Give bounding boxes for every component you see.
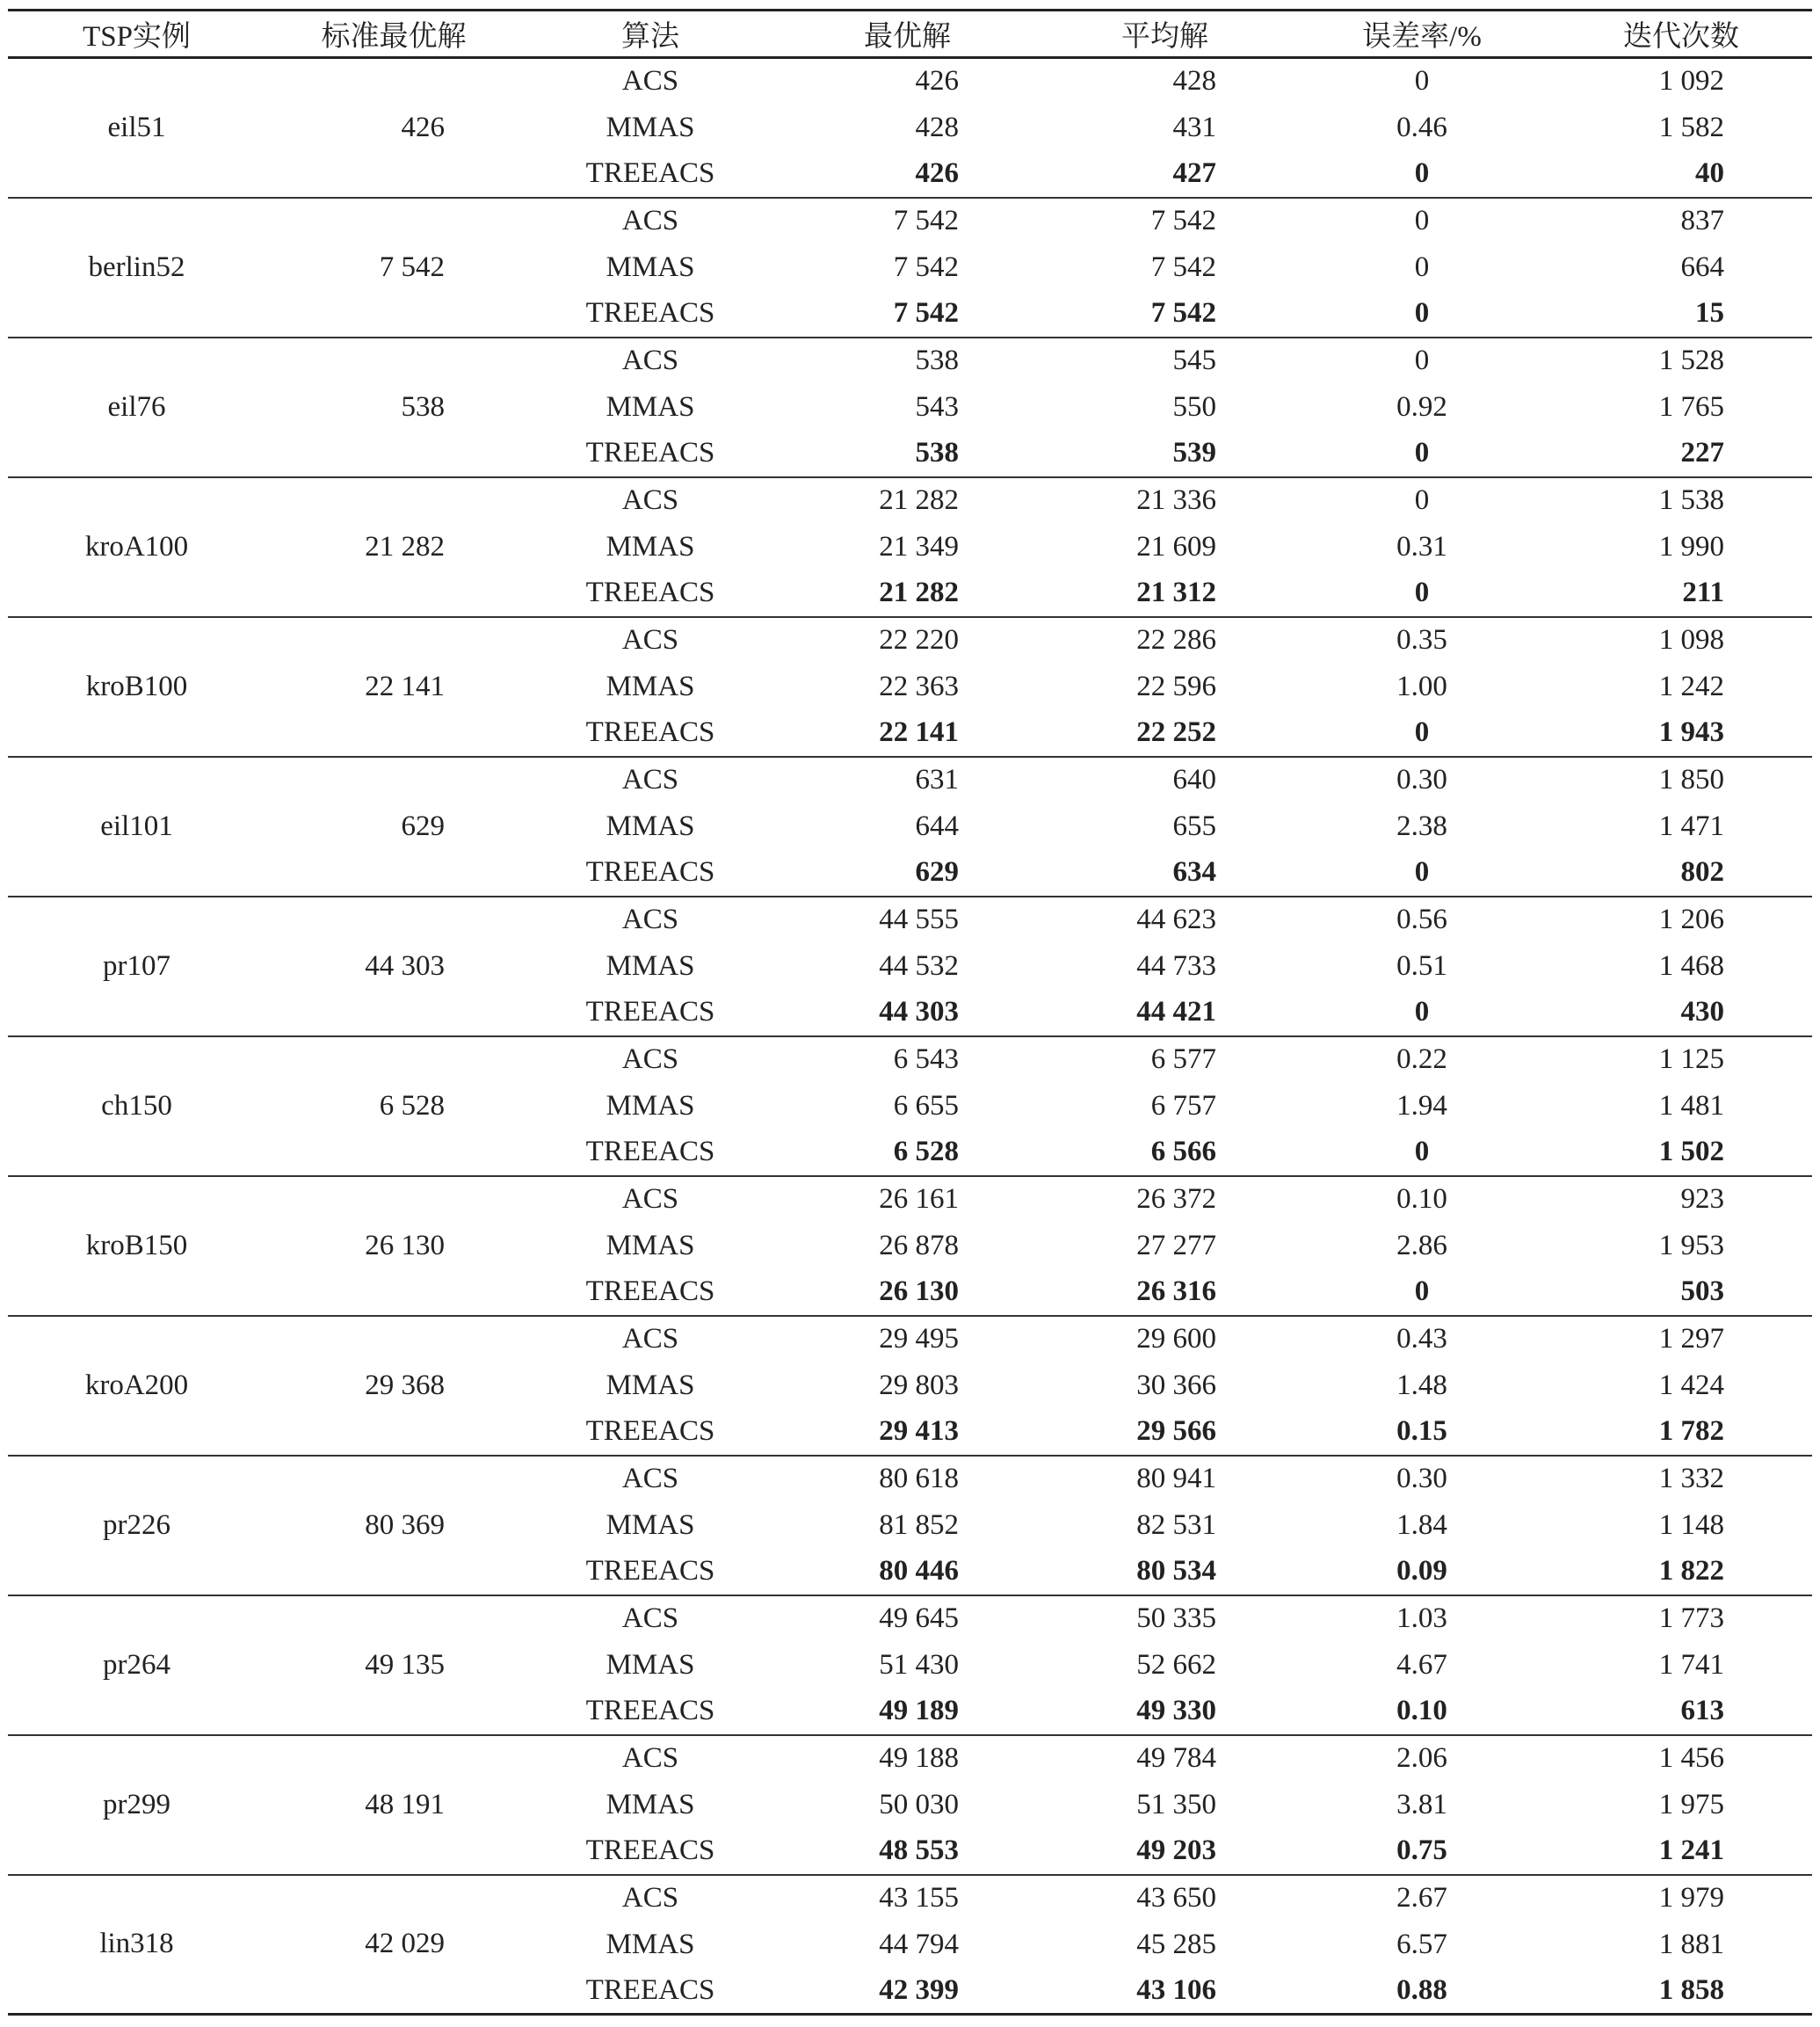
algorithm-name: ACS (621, 764, 679, 796)
iteration-count: 1 332 (1658, 1463, 1724, 1494)
average-solution: 6 757 (1150, 1089, 1216, 1122)
error-rate: 0.56 (1396, 904, 1447, 935)
average-solution: 44 421 (1036, 990, 1294, 1036)
header-standard-optimum: 标准最优解 (265, 11, 522, 58)
standard-optimum: 48 191 (265, 1735, 522, 1875)
algorithm-name: MMAS (605, 390, 695, 423)
table-row (8, 617, 1812, 664)
iteration-count: 1 953 (1658, 1229, 1724, 1261)
average-solution: 80 941 (1136, 1463, 1216, 1494)
iteration-count: 837 (1680, 205, 1724, 236)
algorithm-name: TREEACS (522, 291, 779, 338)
algorithm-name: ACS (621, 904, 679, 935)
error-rate: 4.67 (1396, 1648, 1447, 1681)
iteration-count: 802 (1550, 850, 1812, 897)
table-row (8, 58, 1812, 105)
instance-name: lin318 (8, 1875, 265, 2015)
iteration-count: 1 943 (1550, 710, 1812, 757)
algorithm-name: TREEACS (522, 431, 779, 477)
algorithm-name: MMAS (605, 251, 695, 283)
iteration-count: 1 538 (1658, 484, 1724, 516)
table-row (8, 1875, 1812, 1922)
header-error-rate: 误差率/% (1294, 11, 1550, 58)
algorithm-name: TREEACS (522, 990, 779, 1036)
algorithm-name: ACS (621, 484, 679, 516)
instance-name: kroA200 (8, 1316, 265, 1456)
average-solution: 655 (1172, 810, 1216, 842)
algorithm-name: MMAS (605, 670, 695, 702)
best-solution: 6 655 (893, 1089, 959, 1122)
error-rate: 1.48 (1396, 1369, 1447, 1401)
iteration-count: 1 125 (1658, 1043, 1724, 1075)
best-solution: 426 (915, 65, 959, 98)
average-solution: 545 (1172, 345, 1216, 376)
best-solution: 29 495 (879, 1323, 959, 1355)
header-algorithm: 算法 (522, 11, 779, 58)
best-solution: 21 282 (879, 484, 959, 516)
standard-optimum: 6 528 (265, 1036, 522, 1176)
instance-name: pr226 (8, 1456, 265, 1595)
best-solution: 26 130 (779, 1269, 1036, 1316)
average-solution: 431 (1172, 111, 1216, 143)
algorithm-name: TREEACS (522, 570, 779, 617)
iteration-count: 1 092 (1658, 65, 1724, 98)
algorithm-name: MMAS (605, 1788, 695, 1820)
iteration-count: 503 (1550, 1269, 1812, 1316)
average-solution: 49 203 (1036, 1828, 1294, 1875)
error-rate: 0.43 (1396, 1323, 1447, 1355)
error-rate: 0 (1294, 1130, 1550, 1176)
error-rate: 0 (1414, 251, 1430, 283)
instance-name: eil76 (8, 338, 265, 477)
best-solution: 49 189 (779, 1689, 1036, 1735)
algorithm-name: TREEACS (522, 1689, 779, 1735)
average-solution: 44 733 (1136, 949, 1216, 982)
best-solution: 29 803 (879, 1369, 959, 1401)
algorithm-name: ACS (621, 1882, 679, 1914)
header-tsp-instance: TSP实例 (8, 11, 265, 58)
best-solution: 7 542 (893, 205, 959, 236)
algorithm-name: TREEACS (522, 151, 779, 198)
error-rate: 1.84 (1396, 1508, 1447, 1541)
iteration-count: 430 (1550, 990, 1812, 1036)
iteration-count: 1 782 (1550, 1409, 1812, 1456)
error-rate: 2.67 (1396, 1882, 1447, 1914)
average-solution: 640 (1172, 764, 1216, 796)
iteration-count: 1 148 (1658, 1508, 1724, 1541)
iteration-count: 1 858 (1550, 1968, 1812, 2015)
table-row (8, 1595, 1812, 1642)
algorithm-name: TREEACS (522, 1968, 779, 2015)
standard-optimum: 26 130 (265, 1176, 522, 1316)
average-solution: 44 623 (1136, 904, 1216, 935)
error-rate: 0 (1294, 570, 1550, 617)
error-rate: 1.03 (1396, 1602, 1447, 1634)
iteration-count: 40 (1550, 151, 1812, 198)
algorithm-name: TREEACS (522, 1130, 779, 1176)
iteration-count: 1 502 (1550, 1130, 1812, 1176)
best-solution: 538 (915, 345, 959, 376)
error-rate: 0 (1294, 990, 1550, 1036)
algorithm-name: ACS (621, 1602, 679, 1634)
standard-optimum: 7 542 (265, 198, 522, 338)
average-solution: 21 336 (1136, 484, 1216, 516)
table-row (8, 1036, 1812, 1083)
table-row (8, 198, 1812, 244)
error-rate: 0.10 (1294, 1689, 1550, 1735)
error-rate: 0.31 (1396, 530, 1447, 563)
average-solution: 80 534 (1036, 1549, 1294, 1595)
iteration-count: 1 741 (1658, 1648, 1724, 1681)
average-solution: 45 285 (1136, 1928, 1216, 1960)
header-iterations: 迭代次数 (1550, 11, 1812, 58)
algorithm-name: ACS (621, 1742, 679, 1774)
instance-name: eil101 (8, 757, 265, 897)
iteration-count: 1 850 (1658, 764, 1724, 796)
algorithm-name: MMAS (605, 810, 695, 842)
average-solution: 21 312 (1036, 570, 1294, 617)
iteration-count: 1 582 (1658, 111, 1724, 143)
table-row (8, 1456, 1812, 1502)
error-rate: 0.46 (1396, 111, 1447, 143)
iteration-count: 1 773 (1658, 1602, 1724, 1634)
error-rate: 0 (1294, 850, 1550, 897)
standard-optimum: 44 303 (265, 897, 522, 1036)
algorithm-name: ACS (621, 1463, 679, 1494)
average-solution: 7 542 (1150, 205, 1216, 236)
iteration-count: 664 (1680, 251, 1724, 283)
average-solution: 29 600 (1136, 1323, 1216, 1355)
instance-name: kroB100 (8, 617, 265, 757)
average-solution: 26 316 (1036, 1269, 1294, 1316)
average-solution: 30 366 (1136, 1369, 1216, 1401)
algorithm-name: MMAS (605, 1648, 695, 1681)
best-solution: 22 220 (879, 624, 959, 656)
algorithm-name: TREEACS (522, 1549, 779, 1595)
standard-optimum: 49 135 (265, 1595, 522, 1735)
iteration-count: 1 206 (1658, 904, 1724, 935)
results-table-container (8, 9, 1812, 2016)
best-solution: 80 618 (879, 1463, 959, 1494)
best-solution: 7 542 (779, 291, 1036, 338)
average-solution: 539 (1036, 431, 1294, 477)
algorithm-name: ACS (621, 1043, 679, 1075)
best-solution: 44 303 (779, 990, 1036, 1036)
algorithm-name: MMAS (605, 1369, 695, 1401)
best-solution: 22 363 (879, 670, 959, 702)
iteration-count: 1 990 (1658, 530, 1724, 563)
table-row (8, 897, 1812, 943)
algorithm-name: ACS (621, 624, 679, 656)
best-solution: 51 430 (879, 1648, 959, 1681)
table-row (8, 338, 1812, 384)
average-solution: 21 609 (1136, 530, 1216, 563)
best-solution: 538 (779, 431, 1036, 477)
iteration-count: 1 765 (1658, 390, 1724, 423)
iteration-count: 613 (1550, 1689, 1812, 1735)
standard-optimum: 21 282 (265, 477, 522, 617)
algorithm-name: TREEACS (522, 1828, 779, 1875)
iteration-count: 1 098 (1658, 624, 1724, 656)
iteration-count: 1 456 (1658, 1742, 1724, 1774)
best-solution: 81 852 (879, 1508, 959, 1541)
error-rate: 3.81 (1396, 1788, 1447, 1820)
error-rate: 0.09 (1294, 1549, 1550, 1595)
iteration-count: 1 468 (1658, 949, 1724, 982)
average-solution: 43 650 (1136, 1882, 1216, 1914)
average-solution: 550 (1172, 390, 1216, 423)
error-rate: 0 (1294, 151, 1550, 198)
best-solution: 543 (915, 390, 959, 423)
error-rate: 0 (1294, 431, 1550, 477)
best-solution: 44 532 (879, 949, 959, 982)
error-rate: 0.92 (1396, 390, 1447, 423)
average-solution: 26 372 (1136, 1183, 1216, 1215)
best-solution: 7 542 (893, 251, 959, 283)
instance-name: kroB150 (8, 1176, 265, 1316)
algorithm-name: ACS (621, 65, 679, 98)
best-solution: 42 399 (779, 1968, 1036, 2015)
average-solution: 52 662 (1136, 1648, 1216, 1681)
average-solution: 6 577 (1150, 1043, 1216, 1075)
error-rate: 0 (1414, 484, 1430, 516)
algorithm-name: MMAS (605, 1928, 695, 1960)
standard-optimum: 538 (265, 338, 522, 477)
best-solution: 50 030 (879, 1788, 959, 1820)
standard-optimum: 80 369 (265, 1456, 522, 1595)
error-rate: 0.88 (1294, 1968, 1550, 2015)
algorithm-name: ACS (621, 345, 679, 376)
instance-name: kroA100 (8, 477, 265, 617)
error-rate: 0.15 (1294, 1409, 1550, 1456)
error-rate: 0.51 (1396, 949, 1447, 982)
instance-name: ch150 (8, 1036, 265, 1176)
best-solution: 426 (779, 151, 1036, 198)
error-rate: 0.10 (1396, 1183, 1447, 1215)
iteration-count: 1 297 (1658, 1323, 1724, 1355)
algorithm-name: MMAS (605, 1508, 695, 1541)
algorithm-name: TREEACS (522, 850, 779, 897)
table-row (8, 757, 1812, 803)
iteration-count: 211 (1550, 570, 1812, 617)
average-solution: 634 (1036, 850, 1294, 897)
algorithm-name: MMAS (605, 530, 695, 563)
standard-optimum: 426 (265, 58, 522, 198)
error-rate: 1.00 (1396, 670, 1447, 702)
average-solution: 27 277 (1136, 1229, 1216, 1261)
best-solution: 21 349 (879, 530, 959, 563)
instance-name: eil51 (8, 58, 265, 198)
algorithm-name: MMAS (605, 1229, 695, 1261)
error-rate: 0.30 (1396, 1463, 1447, 1494)
table-row (8, 1735, 1812, 1782)
algorithm-name: TREEACS (522, 1409, 779, 1456)
instance-name: pr107 (8, 897, 265, 1036)
average-solution: 6 566 (1036, 1130, 1294, 1176)
iteration-count: 1 979 (1658, 1882, 1724, 1914)
error-rate: 0.30 (1396, 764, 1447, 796)
error-rate: 0 (1414, 65, 1430, 98)
instance-name: pr299 (8, 1735, 265, 1875)
error-rate: 0 (1294, 710, 1550, 757)
average-solution: 51 350 (1136, 1788, 1216, 1820)
iteration-count: 15 (1550, 291, 1812, 338)
average-solution: 22 252 (1036, 710, 1294, 757)
iteration-count: 1 481 (1658, 1089, 1724, 1122)
iteration-count: 923 (1680, 1183, 1724, 1215)
error-rate: 1.94 (1396, 1089, 1447, 1122)
iteration-count: 1 975 (1658, 1788, 1724, 1820)
best-solution: 26 161 (879, 1183, 959, 1215)
table-row (8, 1176, 1812, 1223)
average-solution: 82 531 (1136, 1508, 1216, 1541)
best-solution: 428 (915, 111, 959, 143)
error-rate: 0 (1414, 205, 1430, 236)
error-rate: 0.35 (1396, 624, 1447, 656)
best-solution: 29 413 (779, 1409, 1036, 1456)
iteration-count: 1 241 (1550, 1828, 1812, 1875)
error-rate: 2.86 (1396, 1229, 1447, 1261)
best-solution: 6 528 (779, 1130, 1036, 1176)
best-solution: 44 794 (879, 1928, 959, 1960)
algorithm-name: ACS (621, 1323, 679, 1355)
average-solution: 428 (1172, 65, 1216, 98)
iteration-count: 1 424 (1658, 1369, 1724, 1401)
average-solution: 22 596 (1136, 670, 1216, 702)
average-solution: 49 784 (1136, 1742, 1216, 1774)
best-solution: 44 555 (879, 904, 959, 935)
best-solution: 631 (915, 764, 959, 796)
table-body (8, 58, 1812, 2015)
average-solution: 7 542 (1036, 291, 1294, 338)
best-solution: 80 446 (779, 1549, 1036, 1595)
algorithm-name: ACS (621, 205, 679, 236)
best-solution: 49 188 (879, 1742, 959, 1774)
algorithm-name: TREEACS (522, 1269, 779, 1316)
standard-optimum: 42 029 (265, 1875, 522, 2015)
best-solution: 6 543 (893, 1043, 959, 1075)
standard-optimum: 29 368 (265, 1316, 522, 1456)
best-solution: 22 141 (779, 710, 1036, 757)
error-rate: 0 (1414, 345, 1430, 376)
error-rate: 0 (1294, 1269, 1550, 1316)
table-row (8, 477, 1812, 524)
header-average-solution: 平均解 (1036, 11, 1294, 58)
best-solution: 644 (915, 810, 959, 842)
best-solution: 21 282 (779, 570, 1036, 617)
average-solution: 29 566 (1036, 1409, 1294, 1456)
instance-name: berlin52 (8, 198, 265, 338)
best-solution: 48 553 (779, 1828, 1036, 1875)
instance-name: pr264 (8, 1595, 265, 1735)
error-rate: 0.75 (1294, 1828, 1550, 1875)
algorithm-name: MMAS (605, 949, 695, 982)
algorithm-name: ACS (621, 1183, 679, 1215)
average-solution: 49 330 (1036, 1689, 1294, 1735)
iteration-count: 1 471 (1658, 810, 1724, 842)
standard-optimum: 22 141 (265, 617, 522, 757)
iteration-count: 1 822 (1550, 1549, 1812, 1595)
average-solution: 427 (1036, 151, 1294, 198)
table-row (8, 1316, 1812, 1362)
error-rate: 0 (1294, 291, 1550, 338)
iteration-count: 1 881 (1658, 1928, 1724, 1960)
average-solution: 43 106 (1036, 1968, 1294, 2015)
algorithm-name: TREEACS (522, 710, 779, 757)
error-rate: 2.06 (1396, 1742, 1447, 1774)
tsp-results-table (8, 9, 1812, 2016)
error-rate: 2.38 (1396, 810, 1447, 842)
algorithm-name: MMAS (605, 1089, 695, 1122)
average-solution: 50 335 (1136, 1602, 1216, 1634)
best-solution: 629 (779, 850, 1036, 897)
best-solution: 49 645 (879, 1602, 959, 1634)
average-solution: 7 542 (1150, 251, 1216, 283)
best-solution: 43 155 (879, 1882, 959, 1914)
error-rate: 0.22 (1396, 1043, 1447, 1075)
best-solution: 26 878 (879, 1229, 959, 1261)
iteration-count: 1 528 (1658, 345, 1724, 376)
header-best-solution: 最优解 (779, 11, 1036, 58)
standard-optimum: 629 (265, 757, 522, 897)
algorithm-name: MMAS (605, 111, 695, 143)
average-solution: 22 286 (1136, 624, 1216, 656)
iteration-count: 227 (1550, 431, 1812, 477)
table-header-row (8, 11, 1812, 58)
iteration-count: 1 242 (1658, 670, 1724, 702)
error-rate: 6.57 (1396, 1928, 1447, 1960)
